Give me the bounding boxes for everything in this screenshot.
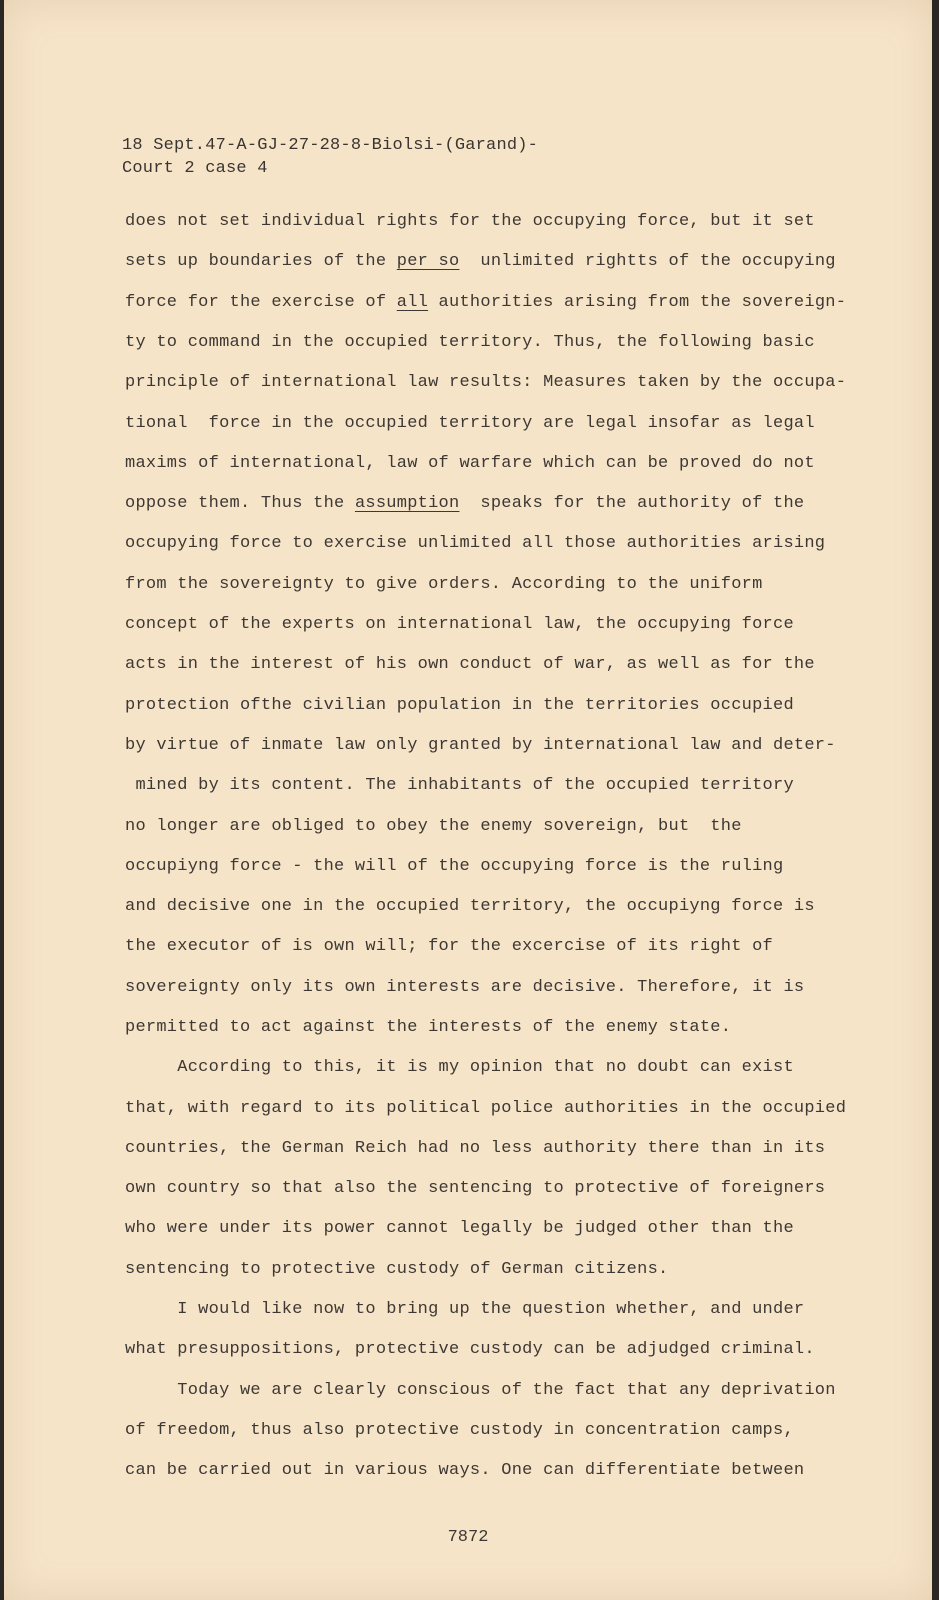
line-text: maxims of international, law of warfare which can be proved do not [125, 454, 815, 473]
body-line [125, 1058, 794, 1077]
document-header [122, 134, 538, 180]
line-text: concept of the experts on international law, the occupying force [125, 615, 794, 634]
underlined-text: per so [396, 252, 460, 271]
line-text: sovereignty only its own interests are decisive. Therefore, it is [125, 978, 805, 997]
body-line [125, 414, 815, 433]
header-court-case: Court 2 case 4 [122, 159, 268, 178]
line-text: can be carried out in various ways. One can differentiate between [125, 1461, 805, 1480]
body-line [125, 937, 773, 956]
line-text: does not set individual rights for the occupying force, but it set [125, 212, 815, 231]
line-text: who were under its power cannot legally be judged other than the [125, 1219, 794, 1238]
body-line [125, 1461, 804, 1480]
line-text: occupiyng force - the will of the occupying force is the ruling [125, 857, 784, 876]
body-line [125, 534, 825, 553]
line-text: occupying force to exercise unlimited all those authorities arising [125, 534, 826, 553]
line-text: no longer are obliged to obey the enemy sovereign, but the [125, 817, 742, 836]
line-text: and decisive one in the occupied territory, the occupiyng force is [125, 897, 815, 916]
line-text: ty to command in the occupied territory. Thus, the following basic [125, 333, 815, 352]
line-text: sentencing to protective custody of German citizens. [125, 1260, 669, 1279]
body-line [125, 494, 804, 513]
body-line [125, 293, 846, 312]
body-line [125, 1018, 731, 1037]
body-line [125, 1219, 794, 1238]
line-text: that, with regard to its political police authorities in the occupied [125, 1099, 847, 1118]
body-line [125, 776, 794, 795]
line-text: Today we are clearly conscious of the fact that any deprivation [125, 1381, 836, 1400]
header-case-reference: 18 Sept.47-A-GJ-27-28-8-Biolsi-(Garand)- [122, 136, 539, 155]
line-text: sets up boundaries of the [125, 252, 397, 271]
body-line [125, 655, 815, 674]
line-text: permitted to act against the interests of the enemy state. [125, 1018, 732, 1037]
body-line [125, 817, 742, 836]
body-line [125, 1139, 825, 1158]
line-text: countries, the German Reich had no less authority there than in its [125, 1139, 826, 1158]
line-text: authorities arising from the sovereign- [428, 293, 847, 312]
line-text: principle of international law results: Measures taken by the occupa- [125, 373, 847, 392]
body-line [125, 736, 836, 755]
line-text: speaks for the authority of the [459, 494, 805, 513]
body-line [125, 252, 836, 271]
body-line [125, 454, 815, 473]
line-text: own country so that also the sentencing to protective of foreigners [125, 1179, 826, 1198]
body-line [125, 1179, 825, 1198]
line-text: force for the exercise of [125, 293, 397, 312]
underlined-text: assumption [354, 494, 460, 513]
body-line [125, 1300, 804, 1319]
body-line [125, 373, 846, 392]
body-line [125, 1260, 669, 1279]
line-text: unlimited rightts of the occupying [459, 252, 836, 271]
line-text: oppose them. Thus the [125, 494, 355, 513]
line-text: protection ofthe civilian population in the territories occupied [125, 696, 794, 715]
body-line [125, 212, 815, 231]
page-number: 7872 [447, 1528, 489, 1547]
line-text: According to this, it is my opinion that no doubt can exist [125, 1058, 794, 1077]
line-text: tional force in the occupied territory are legal insofar as legal [125, 414, 815, 433]
line-text: what presuppositions, protective custody can be adjudged criminal. [125, 1340, 815, 1359]
line-text: from the sovereignty to give orders. According to the uniform [125, 575, 763, 594]
body-line [125, 333, 815, 352]
body-line [125, 1099, 846, 1118]
body-line [125, 857, 783, 876]
body-line [125, 1381, 836, 1400]
line-text: by virtue of inmate law only granted by international law and deter- [125, 736, 836, 755]
underlined-text: all [396, 293, 429, 312]
line-text: the executor of is own will; for the excercise of its right of [125, 937, 774, 956]
document-page [4, 0, 932, 1600]
line-text: of freedom, thus also protective custody in concentration camps, [125, 1421, 794, 1440]
body-line [125, 978, 804, 997]
line-text: acts in the interest of his own conduct of war, as well as for the [125, 655, 815, 674]
line-text: mined by its content. The inhabitants of the occupied territory [125, 776, 794, 795]
line-text: I would like now to bring up the question whether, and under [125, 1300, 805, 1319]
body-line [125, 1340, 815, 1359]
body-line [125, 696, 794, 715]
body-line [125, 1421, 794, 1440]
body-line [125, 615, 794, 634]
body-line [125, 897, 815, 916]
body-line [125, 575, 763, 594]
